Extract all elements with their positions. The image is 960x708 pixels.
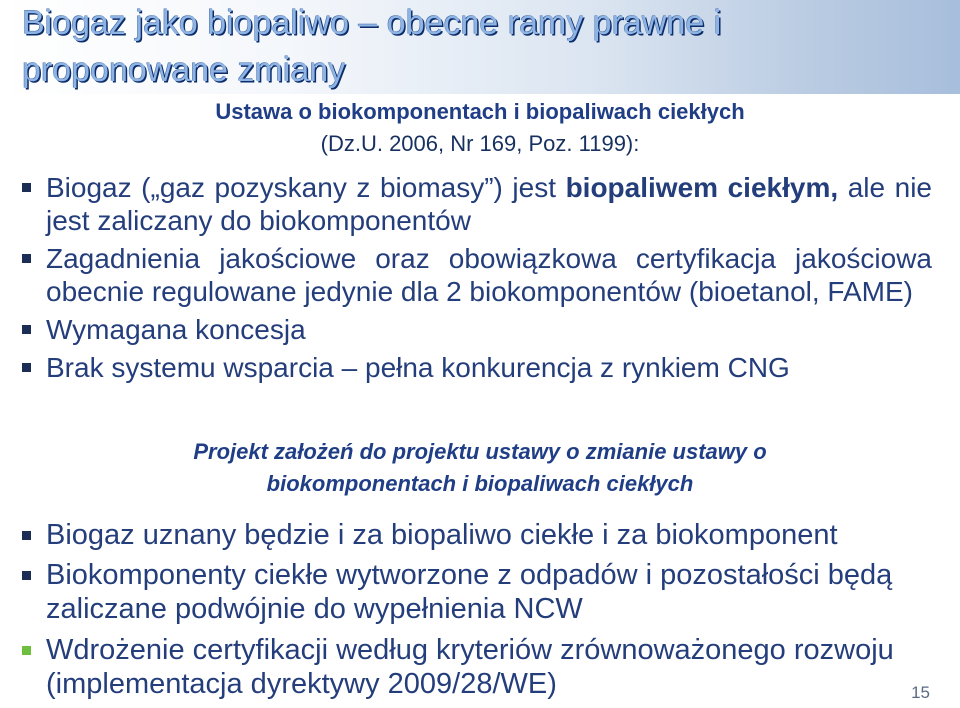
section-2-heading [0,436,960,500]
bullet-text: Wymagana koncesja [46,314,306,345]
bullet-item [22,242,932,308]
bullet-item [22,313,932,346]
bullet-text-bold: biopaliwem ciekłym, [565,172,839,203]
page-number: 15 [911,683,930,702]
bullet-text: Zagadnienia jakościowe oraz obowiązkowa certyfikacja jakościowa obecnie regulowane jedynie dla 2 biokomponentów (bioetanol, FAME) [46,243,932,307]
bullet-text: Wdrożenie certyfikacji według kryteriów zrównoważonego rozwoju (implementacja dyrektywy 2009/28/WE) [46,634,894,700]
square-bullet-icon [22,571,31,580]
section-1-heading [0,96,960,160]
section-2-heading-line-1: Projekt założeń do projektu ustawy o zmianie ustawy o [193,439,767,464]
bullet-item [22,351,932,384]
section-2-bullet-list [22,518,932,708]
bullet-text: ale nie jest zaliczany do biokomponentów [46,172,932,236]
bullet-item [22,518,932,552]
square-bullet-icon [22,363,31,372]
square-bullet-icon [22,325,31,334]
bullet-text: Biogaz („gaz pozyskany z biomasy”) jest [46,172,566,203]
slide-title-line-2: proponowane zmiany [22,51,346,89]
square-bullet-icon [22,254,31,263]
section-1-bullet-list [22,171,932,389]
square-bullet-icon [22,531,31,540]
bullet-item [22,633,932,701]
green-square-bullet-icon [22,646,31,655]
bullet-item [22,558,932,626]
section-1-heading-line-2: (Dz.U. 2006, Nr 169, Poz. 1199): [320,131,640,156]
slide-title-line-1: Biogaz jako biopaliwo – obecne ramy prawne i [22,4,722,42]
section-2-heading-line-2: biokomponentach i biopaliwach ciekłych [266,471,694,496]
bullet-text: Brak systemu wsparcia – pełna konkurencja z rynkiem CNG [46,352,790,383]
square-bullet-icon [22,183,31,192]
bullet-text: Biogaz uznany będzie i za biopaliwo ciekłe i za biokomponent [46,519,838,551]
slide-title [22,0,922,94]
bullet-item [22,171,932,237]
bullet-text: Biokomponenty ciekłe wytworzone z odpadów i pozostałości będą zaliczane podwójnie do wypełnienia NCW [46,559,893,625]
section-1-heading-line-1: Ustawa o biokomponentach i biopaliwach ciekłych [215,99,745,124]
